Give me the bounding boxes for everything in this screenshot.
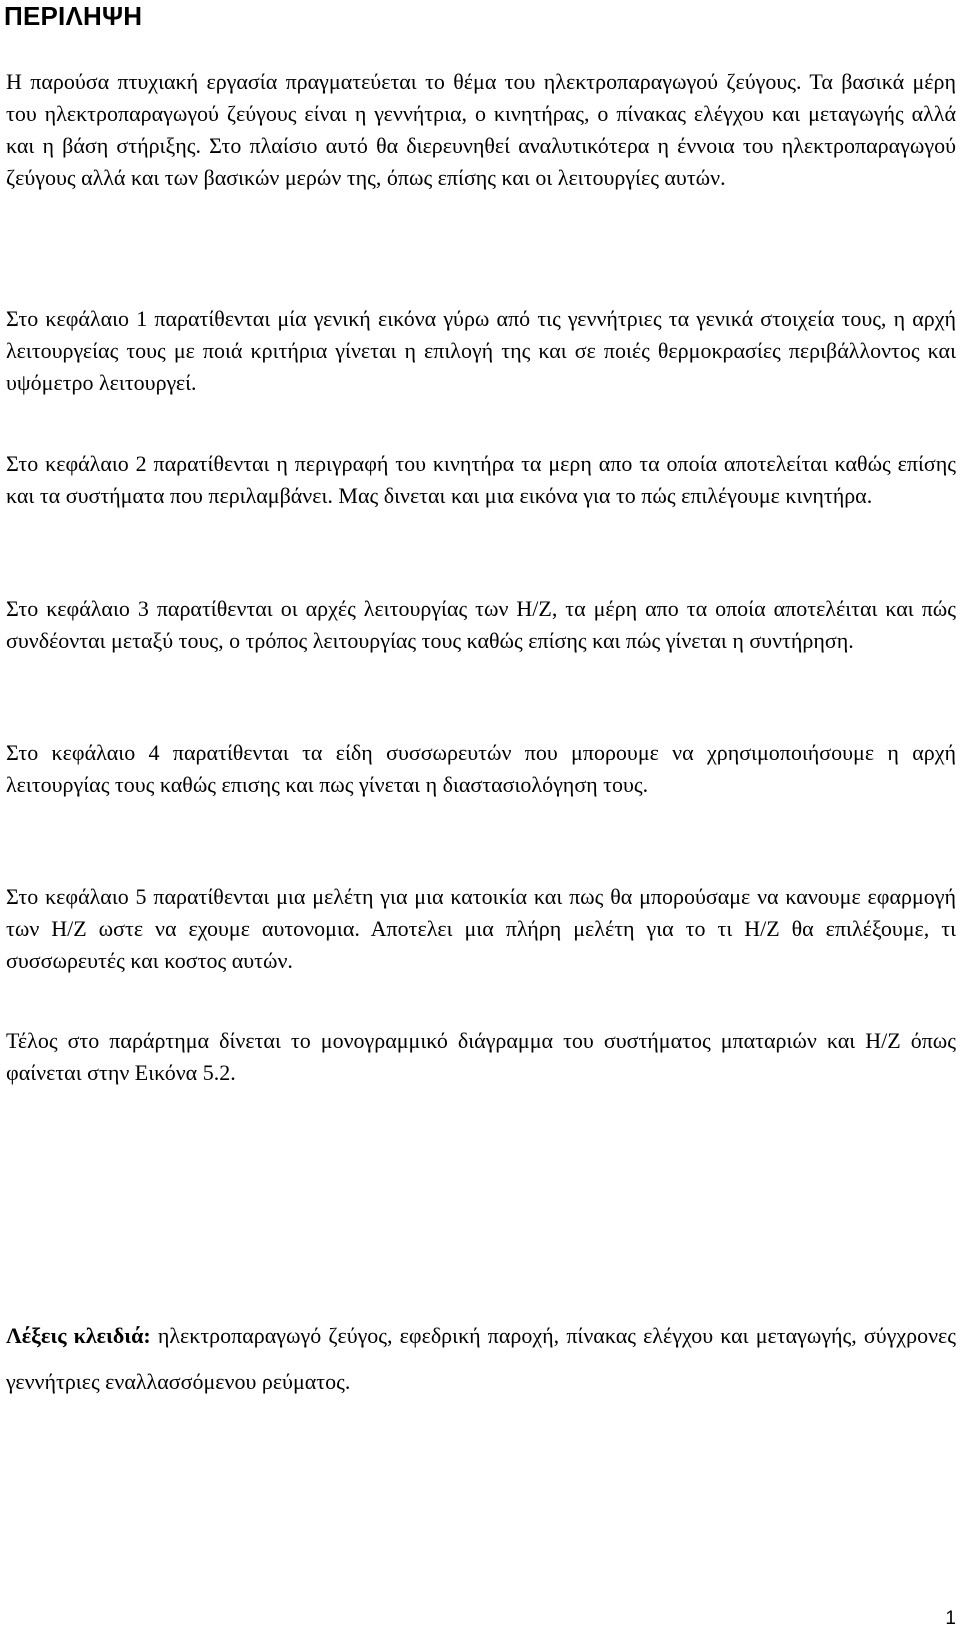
abstract-paragraph-appendix: Τέλος στο παράρτημα δίνεται το μονογραμμικό διάγραμμα του συστήματος μπαταριών και Η/Ζ όπως φαίνεται στην Εικόνα 5.2.	[6, 1028, 956, 1085]
abstract-paragraph-intro: Η παρούσα πτυχιακή εργασία πραγματεύεται το θέμα του ηλεκτροπαραγωγού ζεύγους. Τα βασικά μέρη του ηλεκτροπαραγωγού ζεύγους είναι η γεννήτρια, ο κινητήρας, ο πίνακας ελέγχου και μεταγωγής αλλά και η βάση στήριξης. Στο πλαίσιο αυτό θα διερευνηθεί αναλυτικότερα η έννοια του ηλεκτροπαραγωγού ζεύγους αλλά και των βασικών μερών της, όπως επίσης και οι λειτουργίες αυτών.	[6, 69, 956, 190]
keywords-text: ηλεκτροπαραγωγό ζεύγος, εφεδρική παροχή, πίνακας ελέγχου και μεταγωγής, σύγχρονες γεννήτριες εναλλασσόμενου ρεύματος.	[6, 1323, 956, 1394]
abstract-paragraph-chapter-5: Στο κεφάλαιο 5 παρατίθενται μια μελέτη για μια κατοικία και πως θα μπορούσαμε να κανουμε εφαρμογή των Η/Ζ ωστε να εχουμε αυτονομια. Αποτελει μια πλήρη μελέτη για το τι Η/Ζ θα επιλέξουμε, τι συσσωρευτές και κοστος αυτών.	[6, 884, 956, 973]
abstract-paragraph-chapter-1: Στο κεφάλαιο 1 παρατίθενται μία γενική εικόνα γύρω από τις γεννήτριες τα γενικά στοιχεία τους, η αρχή λειτουργείας τους με ποιά κριτήρια γίνεται η επιλογή της και σε ποιές θερμοκρασίες περιβάλλοντος και υψόμετρο λειτουργεί.	[6, 306, 956, 395]
keywords-label: Λέξεις κλειδιά:	[6, 1323, 151, 1348]
page-number: 1	[945, 1608, 956, 1629]
abstract-paragraph-chapter-4: Στο κεφάλαιο 4 παρατίθενται τα είδη συσσωρευτών που μπορουμε να χρησιμοποιήσουμε η αρχή λειτουργίας τους καθώς επισης και πως γίνεται η διαστασιολόγηση τους.	[6, 740, 956, 797]
abstract-paragraph-chapter-2: Στο κεφάλαιο 2 παρατίθενται η περιγραφή του κινητήρα τα μερη απο τα οποία αποτελείται καθώς επίσης και τα συστήματα που περιλαμβάνει. Μας δινεται και μια εικόνα για το πώς επιλέγουμε κινητήρα.	[6, 451, 956, 508]
page-title: ΠΕΡΙΛΗΨΗ	[4, 1, 143, 31]
abstract-paragraph-chapter-3: Στο κεφάλαιο 3 παρατίθενται οι αρχές λειτουργίας των Η/Ζ, τα μέρη απο τα οποία αποτελέιται και πώς συνδέονται μεταξύ τους, ο τρόπος λειτουργίας τους καθώς επίσης και πώς γίνεται η συντήρηση.	[6, 596, 956, 653]
keywords-section	[6, 1313, 956, 1405]
